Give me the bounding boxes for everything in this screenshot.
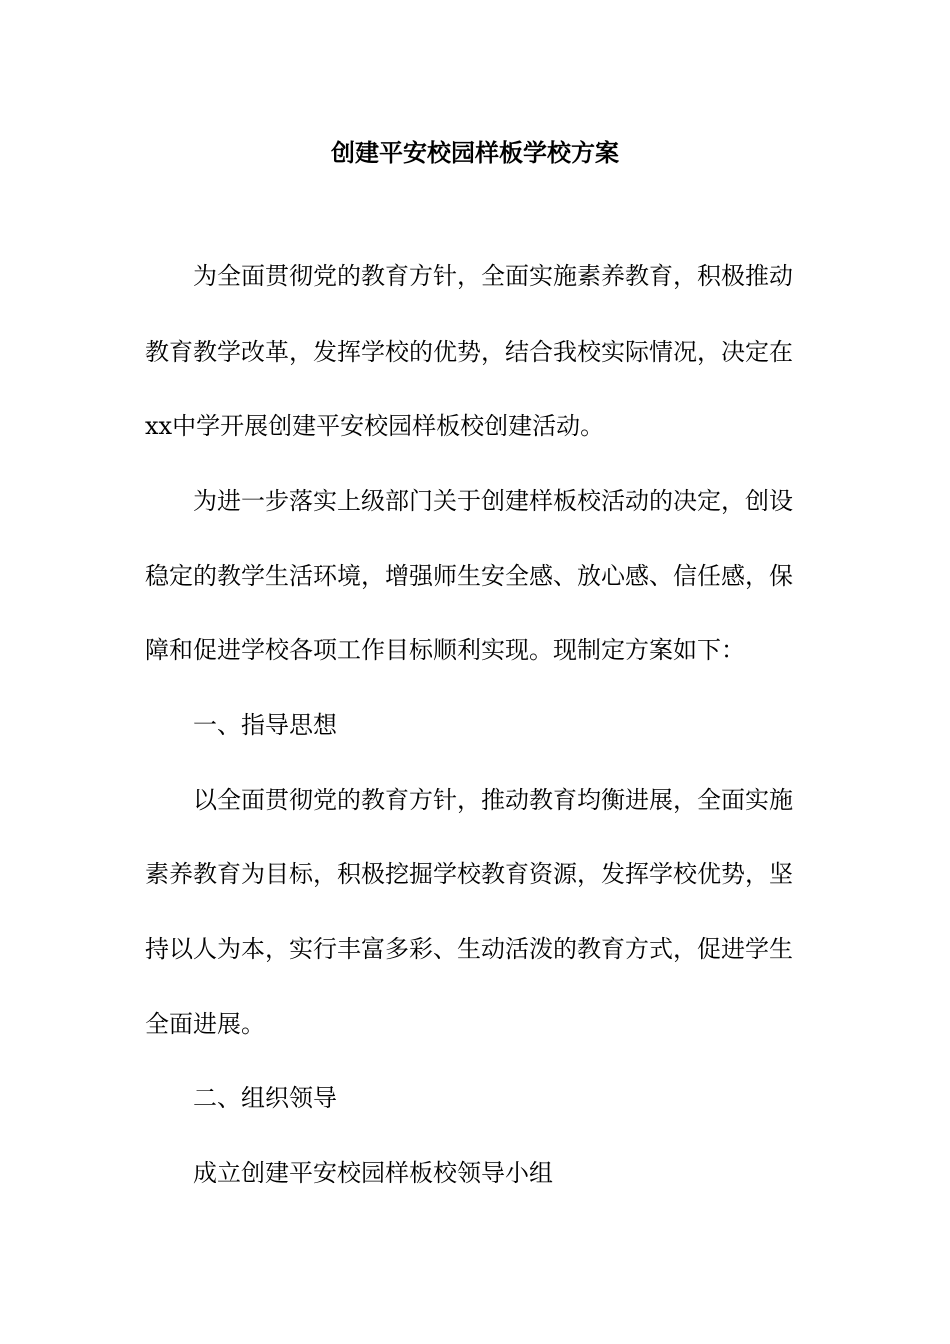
paragraph-4-line-1: 成立创建平安校园样板校领导小组 (193, 1159, 553, 1187)
paragraph-3-line-4: 全面进展。 (145, 1010, 265, 1038)
paragraph-3-line-1: 以全面贯彻党的教育方针，推动教育均衡进展，全面实施 (193, 786, 793, 814)
paragraph-1-line-2: 教育教学改革，发挥学校的优势，结合我校实际情况，决定在 (145, 338, 793, 366)
paragraph-1-line-1: 为全面贯彻党的教育方针，全面实施素养教育，积极推动 (193, 262, 793, 290)
section-heading-guiding-thought: 一、指导思想 (193, 711, 337, 739)
paragraph-3-line-3: 持以人为本，实行丰富多彩、生动活泼的教育方式，促进学生 (145, 935, 793, 963)
paragraph-2-line-1: 为进一步落实上级部门关于创建样板校活动的决定，创设 (193, 487, 793, 515)
paragraph-2-line-3: 障和促进学校各项工作目标顺利实现。现制定方案如下： (145, 636, 745, 664)
section-heading-organization: 二、组织领导 (193, 1084, 337, 1112)
paragraph-1-line-3: xx中学开展创建平安校园样板校创建活动。 (145, 412, 605, 440)
paragraph-2-line-2: 稳定的教学生活环境，增强师生安全感、放心感、信任感，保 (145, 562, 793, 590)
paragraph-3-line-2: 素养教育为目标，积极挖掘学校教育资源，发挥学校优势，坚 (145, 860, 793, 888)
document-title: 创建平安校园样板学校方案 (331, 138, 619, 167)
